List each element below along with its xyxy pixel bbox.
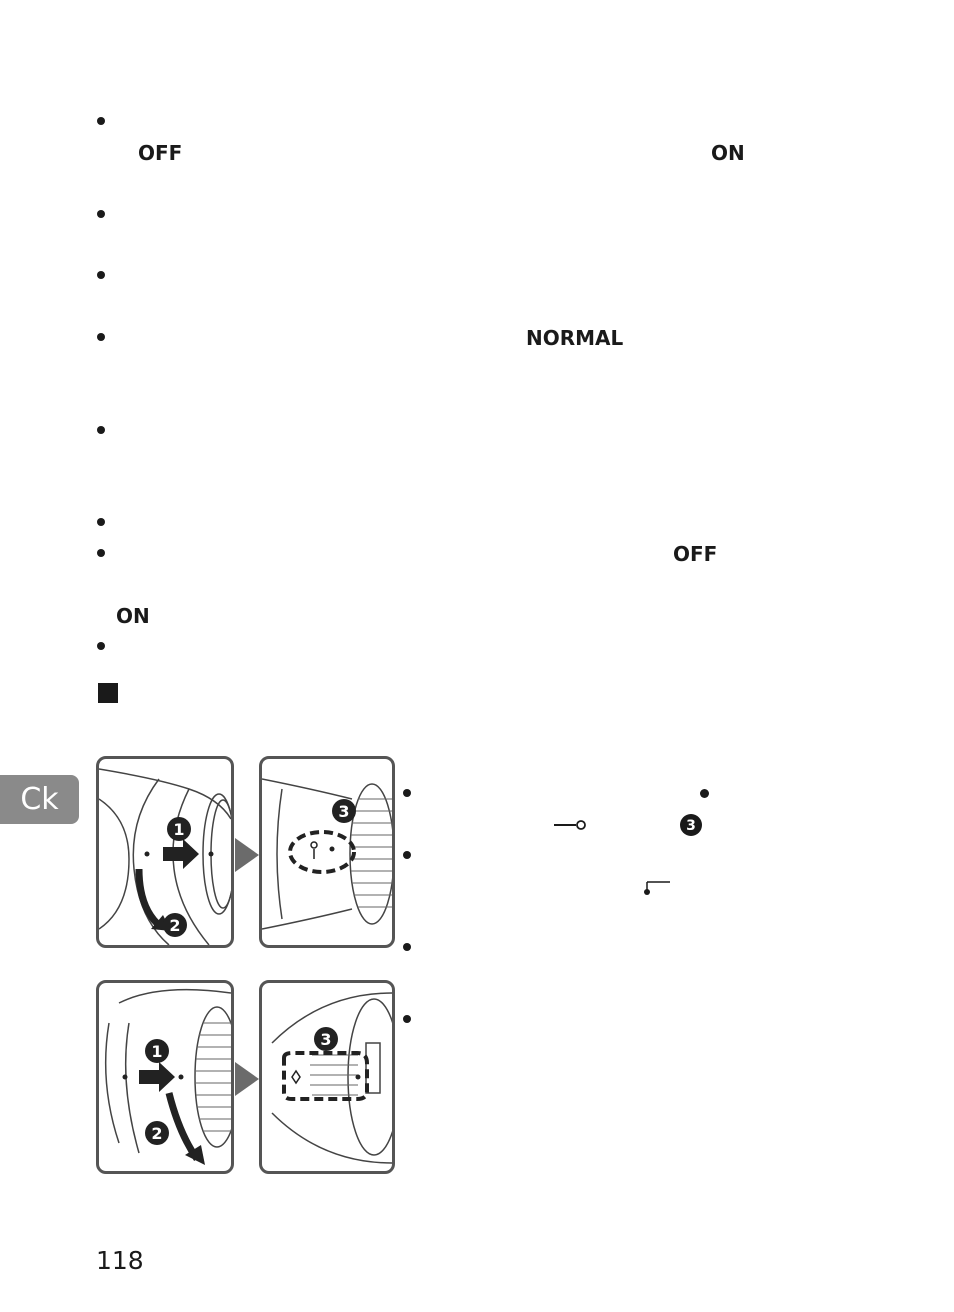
hood-attach-illustration-1 [96, 756, 234, 948]
keyword-normal: NORMAL [526, 326, 624, 350]
svg-text:2: 2 [151, 1124, 163, 1143]
bullet [403, 789, 411, 797]
bullet [403, 851, 411, 859]
bullet [97, 271, 105, 279]
svg-text:3: 3 [320, 1030, 332, 1049]
hood-attach-illustration-4 [259, 980, 395, 1174]
bullet [97, 426, 105, 434]
lock-position-symbol [642, 878, 672, 896]
bayonet-mount-index-symbol [554, 818, 588, 832]
bullet [403, 1015, 411, 1023]
step-marker-3 [314, 1027, 338, 1051]
section-marker [98, 683, 118, 703]
hood-attach-illustration-3 [96, 980, 234, 1174]
bullet [97, 117, 105, 125]
svg-text:3: 3 [686, 818, 696, 834]
bullet [97, 518, 105, 526]
step-marker-1 [167, 817, 191, 841]
inline-step-marker-3 [679, 813, 703, 837]
step-marker-2 [145, 1121, 169, 1145]
keyword-off: OFF [673, 542, 718, 566]
step-marker-2 [163, 913, 187, 937]
page-number: 118 [96, 1246, 144, 1275]
bullet [97, 642, 105, 650]
keyword-on: ON [711, 141, 745, 165]
keyword-off: OFF [138, 141, 183, 165]
index-dot-symbol [700, 789, 709, 798]
svg-text:3: 3 [338, 802, 350, 821]
step-marker-1 [145, 1039, 169, 1063]
hood-attach-illustration-2 [259, 756, 395, 948]
keyword-on: ON [116, 604, 150, 628]
bullet [97, 210, 105, 218]
step-marker-3 [332, 799, 356, 823]
bullet [97, 333, 105, 341]
svg-text:1: 1 [173, 820, 185, 839]
next-step-arrow [235, 1062, 259, 1096]
bullet [97, 549, 105, 557]
svg-text:1: 1 [151, 1042, 163, 1061]
svg-text:2: 2 [169, 916, 181, 935]
next-step-arrow [235, 838, 259, 872]
language-tab: Ck [0, 775, 79, 824]
bullet [403, 943, 411, 951]
